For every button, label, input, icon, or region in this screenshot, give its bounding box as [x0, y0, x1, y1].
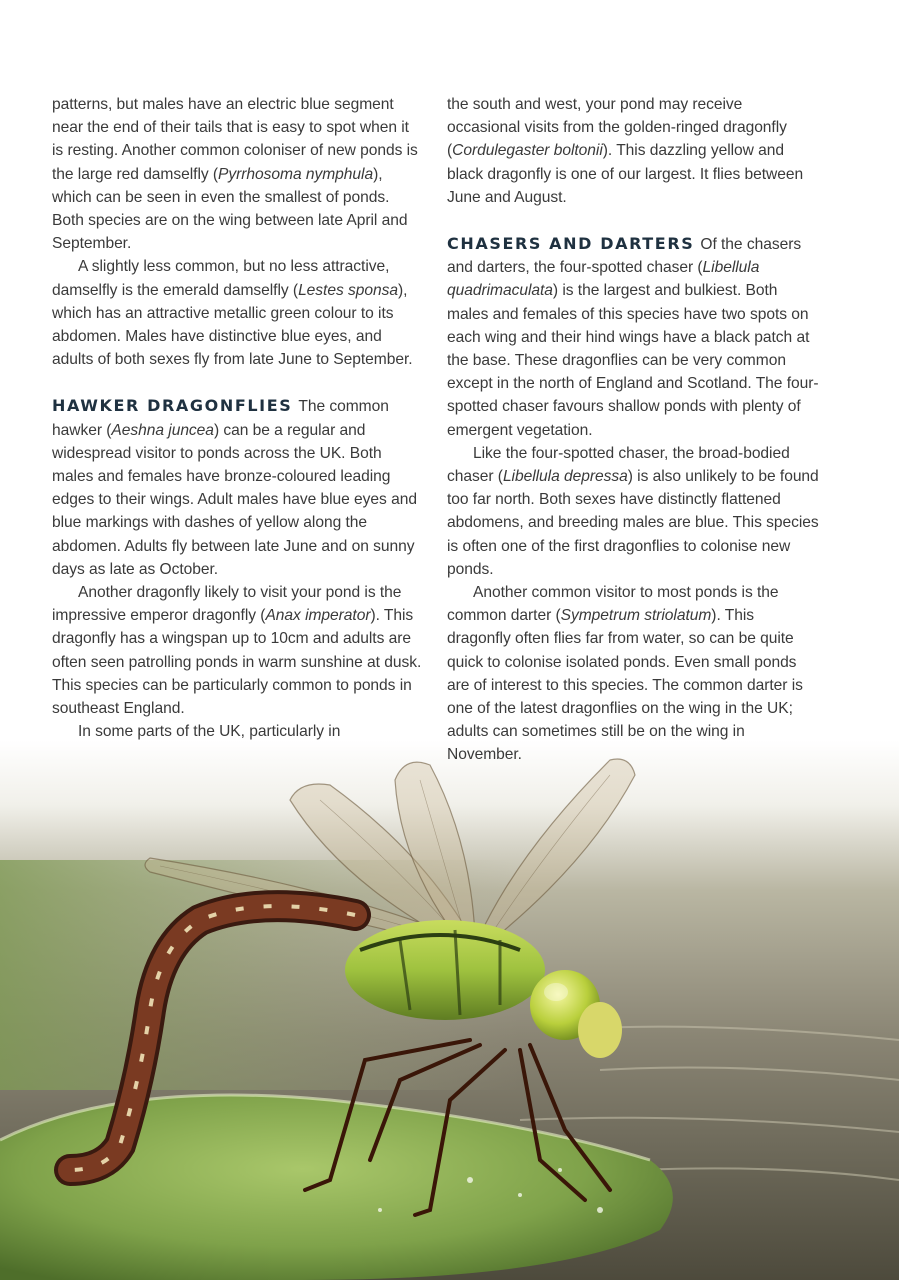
section-chasers-and-darters: CHASERS AND DARTERS Of the chasers and darters, the four-spotted chaser (Libellula quadrimaculata) is the largest and bulkiest. Both males and females of this species have two spots on each wing and their hind wings have a black patch at the base. These dragonflies can be very common except in the north of England and Scotland. The four-spotted chaser favours shallow ponds with plenty of emergent vegetation.: [447, 234, 819, 439]
dragonfly-photo: [0, 740, 899, 1280]
section-heading: CHASERS AND DARTERS: [447, 234, 695, 254]
right-text-column: [447, 93, 819, 767]
paragraph: patterns, but males have an electric blue segment near the end of their tails that is easy to spot when it is resting. Another common coloniser of new ponds is the large red damselfly (Pyrrhosoma nymphula), which can be seen in even the smallest of ponds. Both species are on the wing between late April and September.: [52, 96, 418, 253]
paragraph: A slightly less common, but no less attractive, damselfly is the emerald damselfly (Lestes sponsa), which has an attractive metallic green colour to its abdomen. Males have distinctive blue eyes, and adults of both sexes fly from late June to September.: [52, 258, 413, 369]
left-text-column: [52, 93, 424, 743]
paragraph: Another dragonfly likely to visit your pond is the impressive emperor dragonfly (Anax imperator). This dragonfly has a wingspan up to 10cm and adults are often seen patrolling ponds in warm sunshine at dusk. This species can be particularly common to ponds in southeast England.: [52, 584, 422, 718]
paragraph: the south and west, your pond may receive occasional visits from the golden-ringed dragonfly (Cordulegaster boltonii). This dazzling yellow and black dragonfly is one of our largest. It flies between June and August.: [447, 96, 804, 206]
section-hawker-dragonflies: HAWKER DRAGONFLIES The common hawker (Aeshna juncea) can be a regular and widespread visitor to ponds across the UK. Both males and females have bronze-coloured leading edges to their wings. Adult males have blue eyes and blue markings with dashes of yellow along the abdomen. Adults fly between late June and on sunny days as late as October.: [52, 396, 417, 578]
section-heading: HAWKER DRAGONFLIES: [52, 396, 293, 416]
paragraph: In some parts of the UK, particularly in: [78, 723, 341, 741]
paragraph: Another common visitor to most ponds is the common darter (Sympetrum striolatum). This dragonfly often flies far from water, so can be quite quick to colonise isolated ponds. Even small ponds are of interest to this species. The common darter is one of the latest dragonflies on the wing in the UK; adults can sometimes still be on the wing in November.: [447, 584, 803, 764]
paragraph: Like the four-spotted chaser, the broad-bodied chaser (Libellula depressa) is also unlikely to be found too far north. Both sexes have distinctly flattened abdomens, and breeding males are blue. This species is often one of the first dragonflies to colonise new ponds.: [447, 444, 819, 578]
